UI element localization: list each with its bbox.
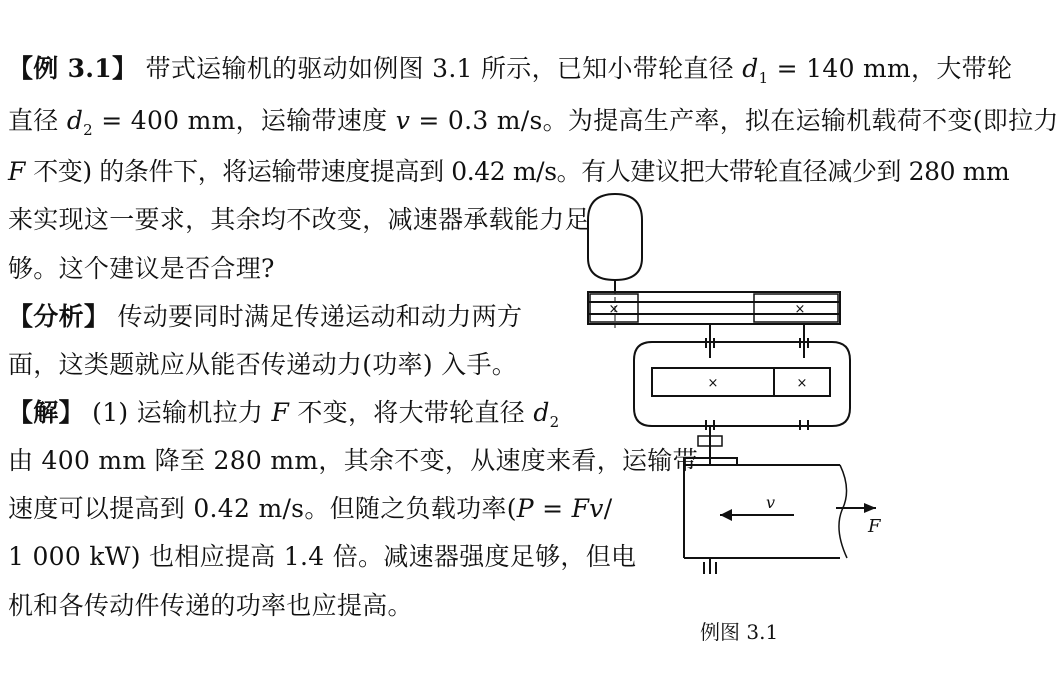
analysis-line-2 [8, 348, 517, 382]
example-line-5 [8, 252, 275, 286]
subscript: 1 [758, 69, 769, 87]
var-F: F [271, 398, 290, 427]
var-d: d [533, 398, 550, 427]
solution-tag: 【解】 [8, 398, 84, 427]
var-v: v [395, 106, 411, 135]
force-label: F [868, 516, 881, 537]
example-text: = 400 mm，运输带速度 [93, 106, 396, 135]
motor [588, 194, 642, 280]
solution-line-4 [8, 540, 636, 574]
analysis-text: 传动要同时满足传递运动和动力两方 [109, 302, 523, 331]
var-d: d [742, 54, 759, 83]
analysis-tag: 【分析】 [8, 302, 110, 331]
example-line-2 [8, 104, 1059, 147]
var-d: d [66, 106, 84, 135]
example-text: = 140 mm，大带轮 [768, 54, 1013, 83]
subscript: 2 [549, 413, 560, 431]
analysis-text: 面，这类题就应从能否传递动力(功率) 入手。 [8, 350, 518, 379]
solution-text: 由 400 mm 降至 280 mm，其余不变，从速度来看，运输带 [8, 446, 698, 475]
example-line-1 [8, 52, 1012, 95]
subscript: 2 [83, 121, 94, 139]
conveyor-drive-diagram [572, 190, 892, 590]
gear-mark: × [796, 376, 808, 391]
var-P: P [516, 494, 534, 523]
example-text: 够。这个建议是否合理? [8, 254, 275, 283]
example-line-3 [8, 155, 1009, 189]
solution-text: 速度可以提高到 0.42 m/s。但随之负载功率( [8, 494, 517, 523]
example-text: 不变) 的条件下，将运输带速度提高到 0.42 m/s。有人建议把大带轮直径减少到 280 mm [25, 157, 1010, 186]
solution-text: = [533, 494, 572, 523]
gear-mark: × [707, 376, 719, 391]
var-Fv: Fv [571, 494, 604, 523]
solution-line-5 [8, 589, 413, 623]
analysis-line-1 [8, 300, 522, 334]
solution-text: (1) 运输机拉力 [83, 398, 272, 427]
velocity-label: v [766, 493, 776, 512]
solution-text: 1 000 kW) 也相应提高 1.4 倍。减速器强度足够，但电 [8, 542, 637, 571]
solution-text: 机和各传动件传递的功率也应提高。 [8, 591, 413, 620]
solution-text: / [603, 494, 613, 523]
gear-reducer-housing [634, 342, 850, 426]
example-text: = 0.3 m/s。为提高生产率，拟在运输机载荷不变(即拉力 [410, 106, 1059, 135]
solution-text: 不变，将大带轮直径 [289, 398, 534, 427]
example-text: 带式运输机的驱动如例图 3.1 所示，已知小带轮直径 [137, 54, 743, 83]
example-line-4 [8, 203, 590, 237]
example-text: 来实现这一要求，其余均不改变，减速器承载能力足 [8, 205, 590, 234]
pulley-mark: × [794, 302, 806, 317]
example-tag: 【例 3.1】 [8, 54, 138, 83]
solution-line-3 [8, 492, 612, 526]
figure-caption: 例图 3.1 [700, 620, 779, 644]
pulley-mark: × [608, 302, 620, 317]
example-text: 直径 [8, 106, 67, 135]
solution-line-1 [8, 396, 559, 439]
var-F: F [8, 157, 26, 186]
